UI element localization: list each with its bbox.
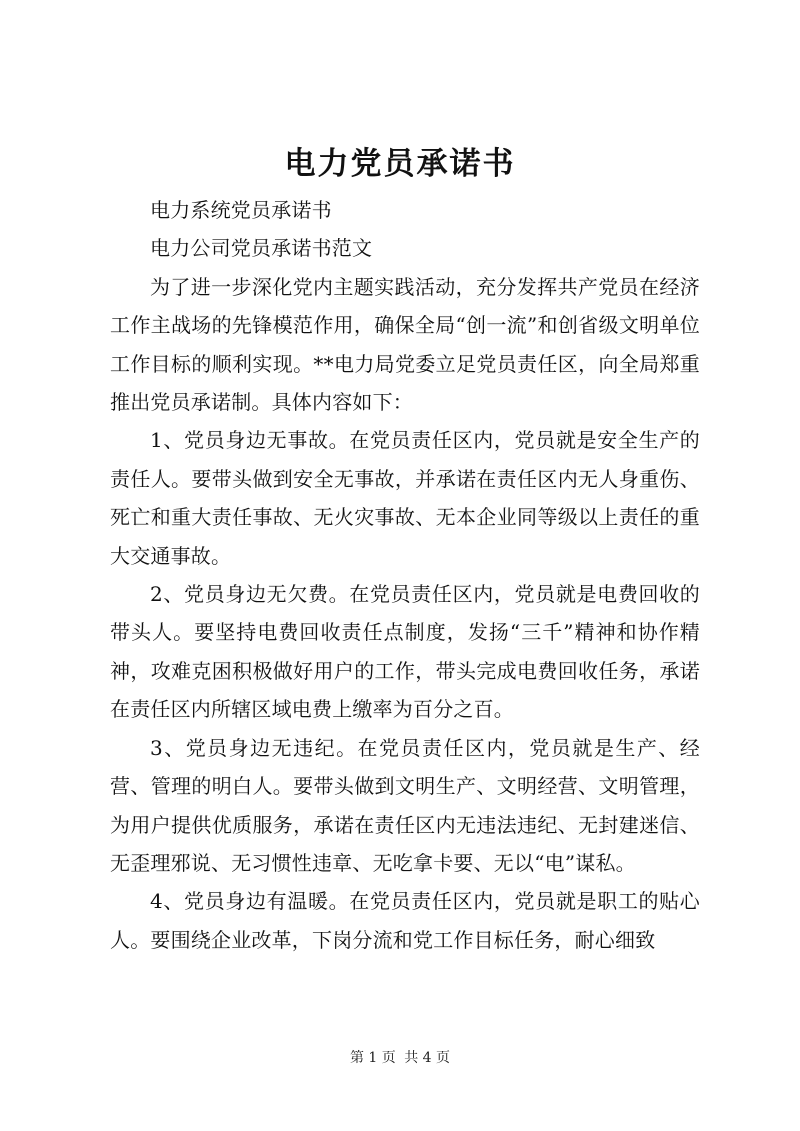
paragraph-item-2: 2、党员身边无欠费。在党员责任区内，党员就是电费回收的带头人。要坚持电费回收责任点制度，发扬“三千”精神和协作精神，攻难克困积极做好用户的工作，带头完成电费回收任务，承诺在责任区内所辖区域电费上缴率为百分之百。 bbox=[110, 582, 700, 722]
paragraph-intro: 为了进一步深化党内主题实践活动，充分发挥共产党员在经济工作主战场的先锋模范作用，确保全局“创一流”和创省级文明单位工作目标的顺利实现。**电力局党委立足党员责任区，向全局郑重推出党员承诺制。具体内容如下： bbox=[110, 274, 700, 415]
page-footer bbox=[0, 1048, 800, 1068]
document-body bbox=[110, 191, 700, 959]
paragraph-item-3: 3、党员身边无违纪。在党员责任区内，党员就是生产、经营、管理的明白人。要带头做到文明生产、文明经营、文明管理，为用户提供优质服务，承诺在责任区内无违法违纪、无封建迷信、无歪理邪说、无习惯性违章、无吃拿卡要、无以“电”谋私。 bbox=[110, 735, 700, 875]
paragraph-subtitle-2: 电力公司党员承诺书范文 bbox=[150, 236, 373, 261]
paragraph-item-4: 4、党员身边有温暖。在党员责任区内，党员就是职工的贴心人。要围绕企业改革，下岗分流和党工作目标任务，耐心细致 bbox=[110, 889, 700, 952]
document-title: 电力党员承诺书 bbox=[284, 146, 516, 182]
paragraph-subtitle-1: 电力系统党员承诺书 bbox=[150, 198, 332, 222]
page-total: 共 4 页 bbox=[404, 1050, 451, 1066]
page-number: 第 1 页 bbox=[349, 1050, 396, 1066]
paragraph-item-1: 1、党员身边无事故。在党员责任区内，党员就是安全生产的责任人。要带头做到安全无事故，并承诺在责任区内无人身重伤、死亡和重大责任事故、无火灾事故、无本企业同等级以上责任的重大交通事故。 bbox=[110, 428, 700, 568]
